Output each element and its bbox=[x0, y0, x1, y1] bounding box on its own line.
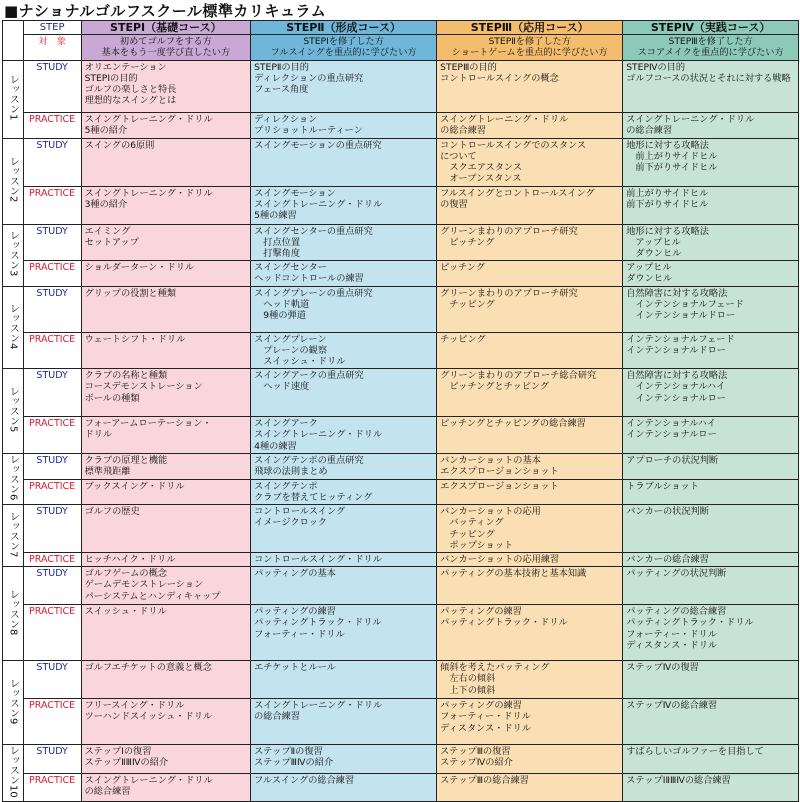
lesson-2-step-3-study: コントロールスイングでのスタンス について スクエアスタンス オープンスタンス bbox=[437, 138, 623, 186]
study-label: STUDY bbox=[23, 224, 81, 261]
lesson-7-step-4-study: バンカーの状況判断 bbox=[623, 505, 799, 553]
target-row bbox=[3, 35, 799, 60]
lesson-8-practice-row bbox=[3, 605, 799, 661]
lesson-label-cell bbox=[3, 567, 24, 661]
lesson-7-step-4-practice: バンカーの総合練習 bbox=[623, 553, 799, 567]
lesson-5-step-3-study: グリーンまわりのアプローチ総合研究 ピッチングとチッピング bbox=[437, 369, 623, 417]
lesson-5-practice-row bbox=[3, 417, 799, 454]
lesson-5-step-1-study: クラブの名称と種類 コースデモンストレーション ボールの種類 bbox=[81, 369, 251, 417]
lesson-1-study-row bbox=[3, 60, 799, 112]
practice-label: PRACTICE bbox=[23, 773, 81, 801]
lesson-1-step-4-practice: スイングトレーニング・ドリル の総合練習 bbox=[623, 112, 799, 138]
lesson-3-step-1-study: エイミング セットアップ bbox=[81, 224, 251, 261]
lesson-label: レッスン5 bbox=[7, 386, 19, 433]
lesson-9-step-3-study: 傾斜を考えたパッティング 左右の傾斜 上下の傾斜 bbox=[437, 661, 623, 699]
page-title: ■ナショナルゴルフスクール標準カリキュラム bbox=[4, 2, 327, 20]
lesson-1-step-4-study: STEPⅣの目的 ゴルフコースの状況とそれに対する戦略 bbox=[623, 60, 799, 112]
lesson-7-practice-row bbox=[3, 553, 799, 567]
lesson-6-study-row bbox=[3, 453, 799, 479]
step-2-header: STEPⅡ（形成コース） bbox=[251, 21, 437, 35]
step-1-header: STEPⅠ（基礎コース） bbox=[81, 21, 251, 35]
target-label: 対 象 bbox=[23, 35, 81, 60]
lesson-8-study-row bbox=[3, 567, 799, 605]
curriculum-table bbox=[2, 20, 799, 802]
lesson-10-step-3-practice: ステップⅢの総合練習 bbox=[437, 773, 623, 801]
lesson-2-step-2-practice: スイングモーション スイングトレーニング・ドリル 5種の練習 bbox=[251, 186, 437, 224]
lesson-9-step-4-study: ステップⅣの復習 bbox=[623, 661, 799, 699]
lesson-6-step-3-practice: エクスプロージョンショット bbox=[437, 479, 623, 504]
lesson-8-step-2-practice: パッティングの練習 パッティングトラック・ドリル フォーティー・ドリル bbox=[251, 605, 437, 661]
lesson-6-step-3-study: バンカーショットの基本 エクスプロージョンショット bbox=[437, 453, 623, 479]
lesson-6-practice-row bbox=[3, 479, 799, 504]
step-label: STEP bbox=[23, 21, 81, 35]
lesson-8-step-1-practice: スイッシュ・ドリル bbox=[81, 605, 251, 661]
lesson-2-step-4-study: 地形に対する攻略法 前上がりサイドヒル 前下がりサイドヒル bbox=[623, 138, 799, 186]
lesson-6-step-1-study: クラブの原理と機能 標準飛距離 bbox=[81, 453, 251, 479]
lesson-7-step-3-practice: バンカーショットの応用練習 bbox=[437, 553, 623, 567]
lesson-8-step-2-study: パッティングの基本 bbox=[251, 567, 437, 605]
lesson-1-step-3-study: STEPⅢの目的 コントロールスイングの概念 bbox=[437, 60, 623, 112]
lesson-10-practice-row bbox=[3, 773, 799, 801]
lesson-7-step-3-study: バンカーショットの応用 バッティング チッピング ポップショット bbox=[437, 505, 623, 553]
lesson-label-cell bbox=[3, 745, 24, 802]
lesson-10-step-4-study: すばらしいゴルファーを目指して bbox=[623, 745, 799, 773]
lesson-5-study-row bbox=[3, 369, 799, 417]
lesson-2-step-1-practice: スイングトレーニング・ドリル 3種の紹介 bbox=[81, 186, 251, 224]
lesson-label-cell bbox=[3, 138, 24, 224]
lesson-10-study-row bbox=[3, 745, 799, 773]
study-label: STUDY bbox=[23, 369, 81, 417]
lesson-6-step-4-practice: トラブルショット bbox=[623, 479, 799, 504]
lesson-2-step-1-study: スイングの6原則 bbox=[81, 138, 251, 186]
lesson-10-step-4-practice: ステップⅠⅡⅢⅣの総合練習 bbox=[623, 773, 799, 801]
lesson-4-study-row bbox=[3, 286, 799, 332]
practice-label: PRACTICE bbox=[23, 699, 81, 745]
lesson-1-step-2-study: STEPⅡの目的 ディレクションの重点研究 フェース角度 bbox=[251, 60, 437, 112]
lesson-label-cell bbox=[3, 505, 24, 567]
lesson-4-step-1-study: グリップの役割と種類 bbox=[81, 286, 251, 332]
lesson-10-step-2-practice: フルスイングの総合練習 bbox=[251, 773, 437, 801]
lesson-label: レッスン3 bbox=[7, 230, 19, 277]
lesson-8-step-1-study: ゴルフゲームの概念 ゲームデモンストレーション パーシステムとハンディキャップ bbox=[81, 567, 251, 605]
lesson-7-study-row bbox=[3, 505, 799, 553]
practice-label: PRACTICE bbox=[23, 417, 81, 454]
lesson-label-cell bbox=[3, 60, 24, 138]
lesson-1-step-3-practice: スイングトレーニング・ドリル の総合練習 bbox=[437, 112, 623, 138]
lesson-5-step-4-study: 自然障害に対する攻略法 インテンショナルハイ インテンショナルロー bbox=[623, 369, 799, 417]
study-label: STUDY bbox=[23, 453, 81, 479]
lesson-9-step-1-practice: フリースイング・ドリル ツーハンドスイッシュ・ドリル bbox=[81, 699, 251, 745]
lesson-5-step-2-practice: スイングアーク スイングトレーニング・ドリル 4種の練習 bbox=[251, 417, 437, 454]
practice-label: PRACTICE bbox=[23, 332, 81, 369]
study-label: STUDY bbox=[23, 661, 81, 699]
lesson-label-cell bbox=[3, 224, 24, 286]
lesson-8-step-3-study: パッティングの基本技術と基本知識 bbox=[437, 567, 623, 605]
step-4-target: STEPⅢを修了した方 スコアメイクを重点的に学びたい方 bbox=[623, 35, 799, 60]
lesson-label: レッスン9 bbox=[7, 678, 19, 725]
lesson-label-cell bbox=[3, 453, 24, 504]
lesson-5-step-4-practice: インテンショナルハイ インテンショナルロー bbox=[623, 417, 799, 454]
lesson-1-step-1-study: オリエンテーション STEPⅠの目的 ゴルフの楽しさと特長 理想的なスイングとは bbox=[81, 60, 251, 112]
lesson-2-step-2-study: スイングモーションの重点研究 bbox=[251, 138, 437, 186]
lesson-label-cell bbox=[3, 286, 24, 369]
lesson-7-step-2-practice: コントロールスイング・ドリル bbox=[251, 553, 437, 567]
step-3-header: STEPⅢ（応用コース） bbox=[437, 21, 623, 35]
lesson-label: レッスン8 bbox=[7, 589, 19, 636]
lesson-2-practice-row bbox=[3, 186, 799, 224]
lesson-4-step-1-practice: ウェートシフト・ドリル bbox=[81, 332, 251, 369]
step-1-target: 初めてゴルフをする方 基本をもう一度学び直したい方 bbox=[81, 35, 251, 60]
lesson-6-step-1-practice: ブックスイング・ドリル bbox=[81, 479, 251, 504]
lesson-7-step-1-study: ゴルフの歴史 bbox=[81, 505, 251, 553]
study-label: STUDY bbox=[23, 567, 81, 605]
lesson-10-step-1-practice: スイングトレーニング・ドリル の総合練習 bbox=[81, 773, 251, 801]
lesson-3-step-1-practice: ショルダーターン・ドリル bbox=[81, 261, 251, 286]
lesson-label: レッスン10 bbox=[7, 745, 19, 798]
lesson-6-step-4-study: アプローチの状況判断 bbox=[623, 453, 799, 479]
lesson-4-practice-row bbox=[3, 332, 799, 369]
lesson-6-step-2-practice: スイングテンポ クラブを替えてヒッティング bbox=[251, 479, 437, 504]
lesson-label: レッスン1 bbox=[7, 74, 19, 121]
lesson-3-study-row bbox=[3, 224, 799, 261]
lesson-2-step-4-practice: 前上がりサイドヒル 前下がりサイドヒル bbox=[623, 186, 799, 224]
study-label: STUDY bbox=[23, 745, 81, 773]
lesson-3-step-2-practice: スイングセンター ヘッドコントロールの練習 bbox=[251, 261, 437, 286]
lesson-9-step-2-study: エチケットとルール bbox=[251, 661, 437, 699]
lesson-4-step-4-practice: インテンショナルフェード インテンショナルドロー bbox=[623, 332, 799, 369]
lesson-4-step-3-study: グリーンまわりのアプローチ研究 チッピング bbox=[437, 286, 623, 332]
lesson-9-step-2-practice: スイングトレーニング・ドリル の総合練習 bbox=[251, 699, 437, 745]
lesson-4-step-4-study: 自然障害に対する攻略法 インテンショナルフェード インテンショナルドロー bbox=[623, 286, 799, 332]
practice-label: PRACTICE bbox=[23, 261, 81, 286]
lesson-1-step-1-practice: スイングトレーニング・ドリル 5種の紹介 bbox=[81, 112, 251, 138]
step-4-header: STEPⅣ（実践コース） bbox=[623, 21, 799, 35]
lesson-1-step-2-practice: ディレクション プリショットルーティーン bbox=[251, 112, 437, 138]
lesson-3-practice-row bbox=[3, 261, 799, 286]
study-label: STUDY bbox=[23, 505, 81, 553]
lesson-3-step-2-study: スイングセンターの重点研究 打点位置 打撃角度 bbox=[251, 224, 437, 261]
lesson-2-study-row bbox=[3, 138, 799, 186]
step-2-target: STEPⅠを修了した方 フルスイングを重点的に学びたい方 bbox=[251, 35, 437, 60]
practice-label: PRACTICE bbox=[23, 479, 81, 504]
study-label: STUDY bbox=[23, 60, 81, 112]
lesson-8-step-3-practice: パッティングの練習 パッティングトラック・ドリル bbox=[437, 605, 623, 661]
lesson-10-step-2-study: ステップⅡの復習 ステップⅢⅣの紹介 bbox=[251, 745, 437, 773]
lesson-8-step-4-study: パッティングの状況判断 bbox=[623, 567, 799, 605]
lesson-9-study-row bbox=[3, 661, 799, 699]
lesson-label: レッスン7 bbox=[7, 511, 19, 558]
lesson-label: レッスン2 bbox=[7, 156, 19, 203]
lesson-10-step-1-study: ステップⅠの復習 ステップⅡⅢⅣの紹介 bbox=[81, 745, 251, 773]
lesson-9-step-1-study: ゴルフエチケットの意義と概念 bbox=[81, 661, 251, 699]
corner-cell bbox=[3, 21, 24, 61]
lesson-5-step-1-practice: フォーアームローテーション・ ドリル bbox=[81, 417, 251, 454]
lesson-label-cell bbox=[3, 661, 24, 745]
lesson-8-step-4-practice: パッティングの総合練習 パッティングトラック・ドリル フォーティー・ドリル ディスタンス・ドリル bbox=[623, 605, 799, 661]
lesson-6-step-2-study: スイングテンポの重点研究 飛球の法則まとめ bbox=[251, 453, 437, 479]
practice-label: PRACTICE bbox=[23, 605, 81, 661]
lesson-10-step-3-study: ステップⅢの復習 ステップⅣの紹介 bbox=[437, 745, 623, 773]
study-label: STUDY bbox=[23, 286, 81, 332]
lesson-9-step-3-practice: パッティングの練習 フォーティー・ドリル ディスタンス・ドリル bbox=[437, 699, 623, 745]
lesson-label: レッスン4 bbox=[7, 302, 19, 350]
practice-label: PRACTICE bbox=[23, 112, 81, 138]
lesson-label: レッスン6 bbox=[7, 454, 19, 501]
lesson-7-step-1-practice: ヒッチハイク・ドリル bbox=[81, 553, 251, 567]
study-label: STUDY bbox=[23, 138, 81, 186]
lesson-4-step-2-practice: スイングプレーン プレーンの観察 スイッシュ・ドリル bbox=[251, 332, 437, 369]
practice-label: PRACTICE bbox=[23, 186, 81, 224]
lesson-1-practice-row bbox=[3, 112, 799, 138]
lesson-3-step-3-study: グリーンまわりのアプローチ研究 ピッチング bbox=[437, 224, 623, 261]
lesson-2-step-3-practice: フルスイングとコントロールスイング の復習 bbox=[437, 186, 623, 224]
lesson-3-step-3-practice: ピッチング bbox=[437, 261, 623, 286]
practice-label: PRACTICE bbox=[23, 553, 81, 567]
lesson-4-step-2-study: スイングプレーンの重点研究 ヘッド軌道 9種の弾道 bbox=[251, 286, 437, 332]
lesson-4-step-3-practice: チッピング bbox=[437, 332, 623, 369]
lesson-7-step-2-study: コントロールスイング イメージクロック bbox=[251, 505, 437, 553]
lesson-label-cell bbox=[3, 369, 24, 454]
lesson-3-step-4-practice: アップヒル ダウンヒル bbox=[623, 261, 799, 286]
lesson-9-step-4-practice: ステップⅣの総合練習 bbox=[623, 699, 799, 745]
step-3-target: STEPⅡを修了した方 ショートゲームを重点的に学びたい方 bbox=[437, 35, 623, 60]
step-header-row bbox=[3, 21, 799, 35]
lesson-5-step-2-study: スイングアークの重点研究 ヘッド速度 bbox=[251, 369, 437, 417]
lesson-3-step-4-study: 地形に対する攻略法 アップヒル ダウンヒル bbox=[623, 224, 799, 261]
lesson-5-step-3-practice: ピッチングとチッピングの総合練習 bbox=[437, 417, 623, 454]
lesson-9-practice-row bbox=[3, 699, 799, 745]
